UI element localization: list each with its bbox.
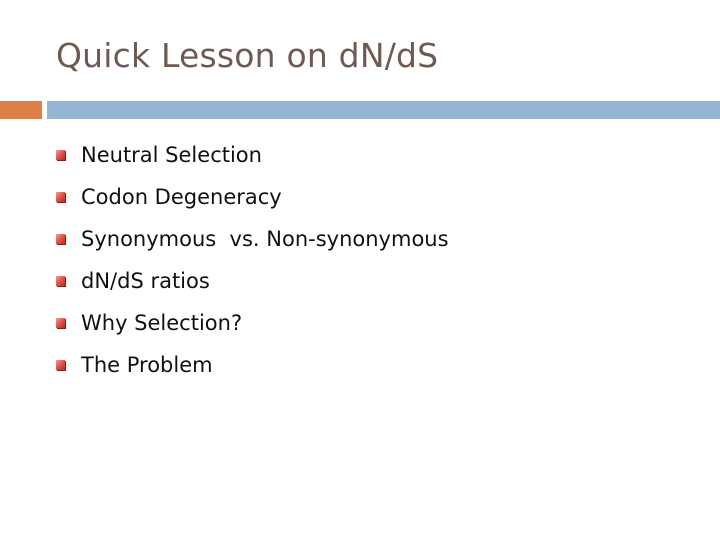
bullet-item — [56, 134, 449, 176]
bullet-text: Neutral Selection — [81, 143, 262, 167]
bullet-text: Codon Degeneracy — [81, 185, 282, 209]
bullet-item — [56, 302, 449, 344]
square-bullet-icon — [56, 318, 65, 328]
bullet-item — [56, 260, 449, 302]
accent-bar-orange — [0, 101, 42, 119]
bullet-text: Synonymous vs. Non-synonymous — [81, 227, 449, 251]
accent-bar-blue — [47, 101, 720, 119]
slide-title: Quick Lesson on dN/dS — [56, 36, 439, 75]
square-bullet-icon — [56, 150, 65, 160]
square-bullet-icon — [56, 276, 65, 286]
bullet-text: The Problem — [81, 353, 213, 377]
square-bullet-icon — [56, 192, 65, 202]
bullet-list — [56, 134, 449, 386]
square-bullet-icon — [56, 360, 65, 370]
square-bullet-icon — [56, 234, 65, 244]
bullet-text: Why Selection? — [81, 311, 243, 335]
bullet-item — [56, 344, 449, 386]
bullet-text: dN/dS ratios — [81, 269, 210, 293]
bullet-item — [56, 176, 449, 218]
bullet-item — [56, 218, 449, 260]
